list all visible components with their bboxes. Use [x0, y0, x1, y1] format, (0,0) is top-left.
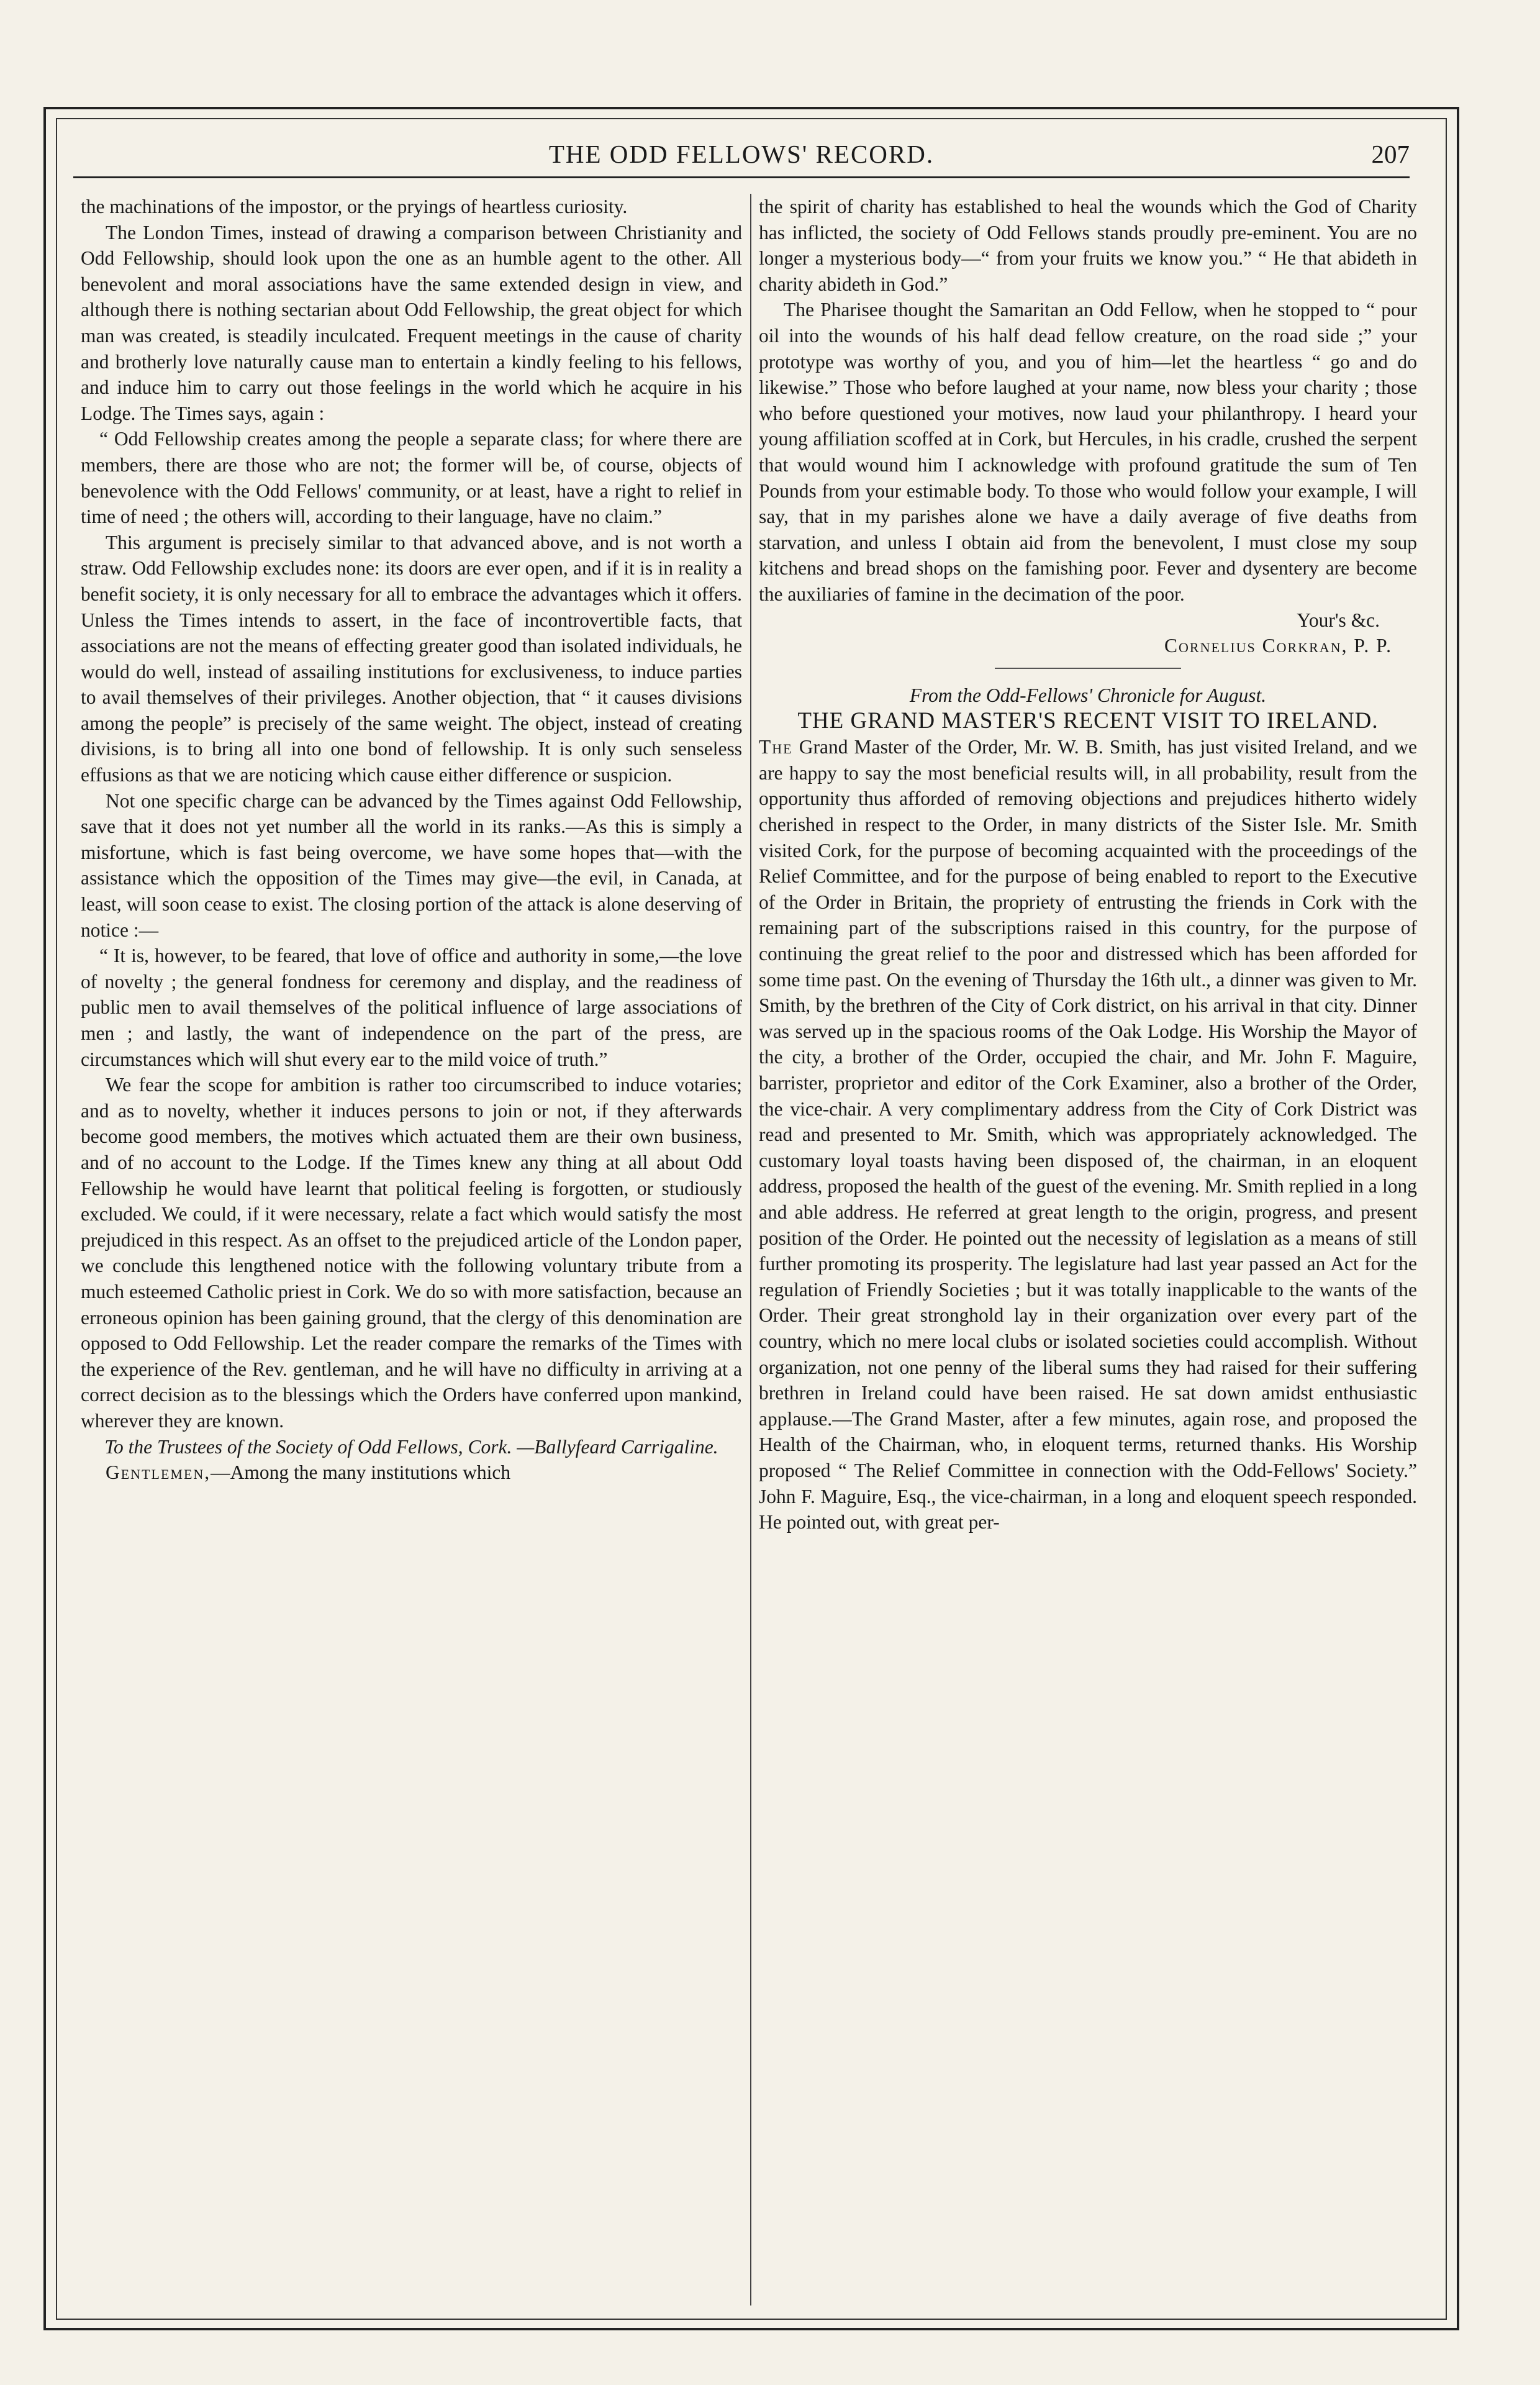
running-title: THE ODD FELLOWS' RECORD. — [548, 140, 935, 168]
letter-opening — [81, 1460, 742, 1486]
quoted-paragraph: “ It is, however, to be feared, that love of office and authority in some,—the love of novelty ; the general fondness for ceremony and display, and the readiness of public men to avail themselves of the political influence of large associations of men ; and lastly, the want of independence on the part of the press, are circumstances which will shut every ear to the mild voice of truth.” — [81, 945, 742, 1070]
paragraph: Not one specific charge can be advanced by the Times against Odd Fellowship, save that it does not yet number all the world in its ranks.—As this is simply a misfortune, which is fast being overcome, we have some hopes that—with the assistance which the opposition of the Times may give—the evil, in Canada, at least, will soon cease to exist. The closing portion of the attack is alone deserving of notice :— — [81, 789, 742, 941]
letter-heading: To the Trustees of the Society of Odd Fellows, Cork. —Ballyfeard Carrigaline. — [104, 1435, 718, 1458]
paragraph: the machinations of the impostor, or the pryings of heartless curiosity. — [81, 196, 628, 217]
letter-closing: Your's &c. — [1297, 609, 1380, 631]
paragraph: We fear the scope for ambition is rather too circumscribed to induce votaries; and as to novelty, whether it induces persons to join or not, if they afterwards become good members, the motives which actuated them are their own business, and of no account to the Lodge. If the Times knew any thing at all about Odd Fellowship he would have learnt that political feeling is forgotten, or studiously excluded. We could, if it were necessary, relate a fact which would satisfy the most prejudiced in this respect. As an offset to the prejudiced article of the London paper, we conclude this lengthened notice with the following voluntary tribute from a much esteemed Catholic priest in Cork. We do so with more satisfaction, because an erroneous opinion has been gaining ground, that the clergy of this denomination are opposed to Odd Fellowship. Let the reader compare the remarks of the Times with the experience of the Rev. gentleman, and he will have no difficulty in arriving at a correct decision as to the blessings which the Orders have conferred upon mankind, wherever they are known. — [81, 1074, 742, 1432]
paragraph — [759, 734, 1417, 1535]
right-column — [759, 194, 1417, 1535]
salutation: Gentlemen, — [106, 1461, 211, 1484]
page-number: 207 — [1371, 140, 1410, 168]
letter-signature: Cornelius Corkran, P. P. — [1164, 635, 1392, 657]
section-rule — [995, 668, 1181, 669]
paragraph-body: Grand Master of the Order, Mr. W. B. Smith, has just visited Ireland, and we are happy to say the most beneficial results will, in all probability, result from the opportunity thus afforded of removing objections and prejudices hitherto widely cherished in respect to the Order, in many districts of the Sister Isle. Mr. Smith visited Cork, for the purpose of becoming acquainted with the proceedings of the Relief Committee, and for the purpose of being enabled to report to the Executive of the Order in Britain, the propriety of entrusting the friends in Cork with the remaining part of the subscriptions raised in this country, for the purpose of continuing the great relief to the poor and distressed which has been afforded for some time past. On the evening of Thursday the 16th ult., a dinner was given to Mr. Smith, by the brethren of the City of Cork district, on his arrival in that city. Dinner was served up in the spacious rooms of the Oak Lodge. His Worship the Mayor of the city, a brother of the Order, occupied the chair, and Mr. John F. Maguire, barrister, proprietor and editor of the Cork Examiner, also a brother of the Order, the vice-chair. A very complimentary address from the City of Cork District was read and presented to Mr. Smith, which was appropriately acknowledged. The customary loyal toasts having been disposed of, the chairman, in an eloquent address, proposed the health of the guest of the evening. Mr. Smith replied in a long and able address. He referred at great length to the origin, progress, and present position of the Order. He pointed out the necessity of legislation as a means of still further promoting its prosperity. The legislature had last year passed an Act for the regulation of Friendly Societies ; but it was totally inapplicable to the wants of the Order. Their great stronghold lay in their organization over every part of the country, which no mere local clubs or isolated societies could accomplish. Without organization, not one penny of the liberal sums they had raised for their suffering brethren in Ireland could have been raised. He sat down amidst enthusiastic applause.—The Grand Master, after a few minutes, again rose, and proposed the Health of the Chairman, who, in eloquent terms, returned thanks. His Worship proposed “ The Relief Committee in connection with the Odd-Fellows' Society.” John F. Maguire, Esq., the vice-chairman, in a long and eloquent speech responded. He pointed out, with great per- — [759, 736, 1417, 1533]
page-header — [73, 139, 1410, 178]
column-divider — [750, 194, 751, 2306]
salutation-rest: —Among the many institutions which — [211, 1461, 511, 1484]
paragraph: the spirit of charity has established to heal the wounds which the God of Charity has inflicted, the society of Odd Fellows stands proudly pre-eminent. You are no longer a mysterious body—“ from your fruits we know you.” “ He that abideth in charity abideth in God.” — [759, 196, 1417, 295]
left-column — [81, 194, 742, 1486]
article-title: THE GRAND MASTER'S RECENT VISIT TO IRELAND. — [797, 708, 1379, 734]
paragraph: The Pharisee thought the Samaritan an Odd Fellow, when he stopped to “ pour oil into the wounds of his half dead fellow creature, on the road side ;” your prototype was worthy of you, and you of him—let the heartless “ go and do likewise.” Those who before laughed at your name, now bless your charity ; those who before questioned your motives, now laud your philanthropy. I heard your young affiliation scoffed at in Cork, but Hercules, in his cradle, crushed the serpent that would wound him I acknowledge with profound gratitude the sum of Ten Pounds from your estimable body. To those who would follow your example, I will say, that in my parishes alone we have a daily average of five deaths from starvation, and unless I obtain aid from the benevolent, I must close my soup kitchens and bread shops on the famishing poor. Fever and dysentery are become the auxiliaries of famine in the decimation of the poor. — [759, 299, 1417, 605]
paragraph: This argument is precisely similar to that advanced above, and is not worth a straw. Odd Fellowship excludes none: its doors are ever open, and if it is in reality a benefit society, it is only necessary for all to embrace the advantages which it offers. Unless the Times intends to assert, in the face of incontrovertible facts, that associations are not the means of effecting greater good than isolated individuals, he would do well, instead of assailing institutions for exclusiveness, to induce parties to avail themselves of their privileges. Another objection, that “ it causes divisions among the people” is precisely of the same weight. The object, instead of creating divisions, is to bring all into one bond of fellowship. It is only such senseless effusions as that we are noticing which cause either difference or suspicion. — [81, 531, 742, 786]
quoted-paragraph: “ Odd Fellowship creates among the people a separate class; for where there are members, there are those who are not; the former will be, of course, objects of benevolence with the Odd Fellows' community, or at least, have a right to relief in time of need ; the others will, according to their language, have no claim.” — [81, 428, 742, 528]
paragraph: The London Times, instead of drawing a comparison between Christianity and Odd Fellowship, should look upon the one as an humble agent to the other. All benevolent and moral associations have the same extended design in view, and although there is nothing sectarian about Odd Fellowship, the great object for which man was created, is steadily inculcated. Frequent meetings in the cause of charity and brotherly love naturally cause man to entertain a kindly feeling to his fellows, and induce him to carry out those feelings in the world which he acquire in his Lodge. The Times says, again : — [81, 221, 742, 424]
source-line: From the Odd-Fellows' Chronicle for August. — [909, 684, 1267, 706]
lead-word: The — [759, 736, 793, 758]
